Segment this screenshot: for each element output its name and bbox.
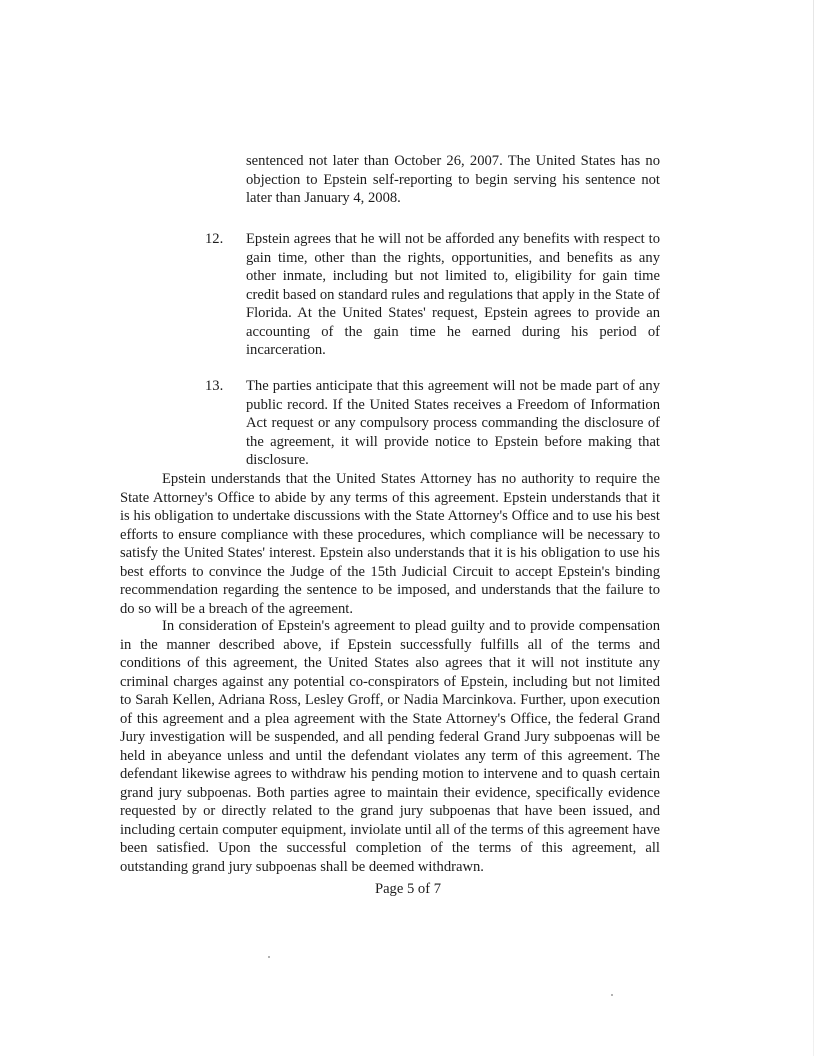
item-13-text: The parties anticipate that this agreement will not be made part of any public record. If the United States receives a Freedom of Information Act request or any compulsory process commanding the disclosure of the agreement, it will provide notice to Epstein before making that disclosure. <box>246 378 660 468</box>
page-number-footer: Page 5 of 7 <box>374 881 442 897</box>
scan-speck <box>611 994 613 996</box>
item-12-number: 12. <box>205 231 224 247</box>
body-paragraph-state-attorney: Epstein understands that the United States Attorney has no authority to require the State Attorney's Office to abide by any terms of this agreement. Epstein understands that it is his obligation to undertake discussions with the State Attorney's Office and to use his best efforts to ensure compliance with these procedures, which compliance will be necessary to satisfy the United States' interest. Epstein also understands that it is his obligation to use his best efforts to convince the Judge of the 15th Judicial Circuit to accept Epstein's binding recommendation regarding the sentence to be imposed, and understands that the failure to do so will be a breach of the agreement. <box>120 471 660 617</box>
scan-speck <box>268 956 270 958</box>
item-12-text: Epstein agrees that he will not be afforded any benefits with respect to gain time, other than the rights, opportunities, and benefits as any other inmate, including but not limited to, eligibility for gain time credit based on standard rules and regulations that apply in the State of Florida. At the United States' request, Epstein agrees to provide an accounting of the gain time he earned during his period of incarceration. <box>246 231 660 358</box>
body-paragraph-consideration: In consideration of Epstein's agreement to plead guilty and to provide compensation in the manner described above, if Epstein successfully fulfills all of the terms and conditions of this agreement, the United States also agrees that it will not institute any criminal charges against any potential co-conspirators of Epstein, including but not limited to Sarah Kellen, Adriana Ross, Lesley Groff, or Nadia Marcinkova. Further, upon execution of this agreement and a plea agreement with the State Attorney's Office, the federal Grand Jury investigation will be suspended, and all pending federal Grand Jury subpoenas will be held in abeyance unless and until the defendant violates any term of this agreement. The defendant likewise agrees to withdraw his pending motion to intervene and to quash certain grand jury subpoenas. Both parties agree to maintain their evidence, specifically evidence requested by or directly related to the grand jury subpoenas that have been issued, and including certain computer equipment, inviolate until all of the terms of this agreement have been satisfied. Upon the successful completion of the terms of this agreement, all outstanding grand jury subpoenas shall be deemed withdrawn. <box>120 618 660 875</box>
item-13-number: 13. <box>205 378 224 394</box>
continuation-paragraph: sentenced not later than October 26, 2007. The United States has no objection to Epstein self-reporting to begin serving his sentence not later than January 4, 2008. <box>246 153 660 206</box>
